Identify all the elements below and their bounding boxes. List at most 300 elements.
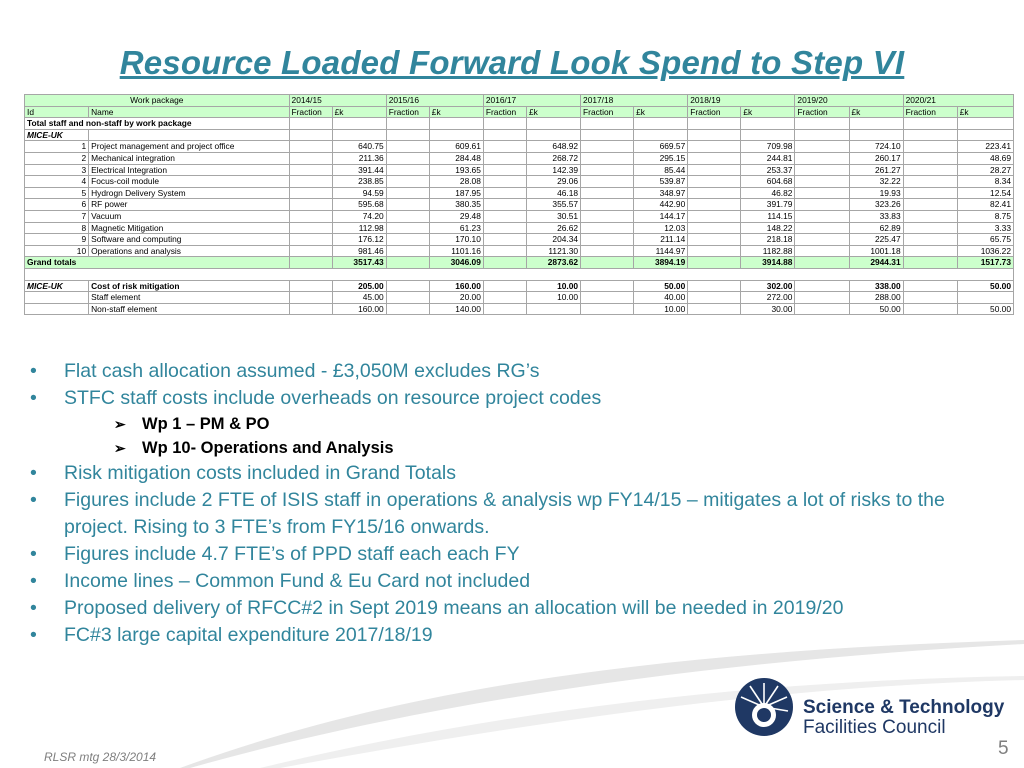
header-fraction: Fraction xyxy=(483,106,526,118)
fraction-cell xyxy=(386,245,429,257)
table-cell xyxy=(688,257,741,269)
bullet-item xyxy=(30,358,1010,385)
row-id: 2 xyxy=(25,152,89,164)
risk-value: 302.00 xyxy=(741,280,795,292)
header-row-years xyxy=(25,95,1014,107)
fraction-cell xyxy=(688,222,741,234)
table-cell xyxy=(25,292,89,304)
value-cell: 284.48 xyxy=(429,152,483,164)
fraction-cell xyxy=(386,222,429,234)
value-cell: 442.90 xyxy=(634,199,688,211)
bullet-text: Wp 10- Operations and Analysis xyxy=(142,439,394,457)
bullet-dot-icon: • xyxy=(30,489,37,511)
value-cell: 3.33 xyxy=(957,222,1013,234)
table-cell xyxy=(849,118,903,130)
row-name: Software and computing xyxy=(89,234,289,246)
table-row xyxy=(25,234,1014,246)
header-year: 2017/18 xyxy=(581,95,688,107)
table-cell xyxy=(289,257,332,269)
fraction-cell xyxy=(795,210,849,222)
fraction-cell xyxy=(903,199,957,211)
fraction-cell xyxy=(386,141,429,153)
header-k: £k xyxy=(526,106,580,118)
table-cell xyxy=(688,303,741,315)
value-cell: 28.08 xyxy=(429,176,483,188)
header-k: £k xyxy=(741,106,795,118)
fraction-cell xyxy=(903,187,957,199)
value-cell: 268.72 xyxy=(526,152,580,164)
grand-value: 3517.43 xyxy=(332,257,386,269)
fraction-cell xyxy=(483,187,526,199)
table-cell xyxy=(741,118,795,130)
value-cell: 391.44 xyxy=(332,164,386,176)
grand-value: 3894.19 xyxy=(634,257,688,269)
fraction-cell xyxy=(289,141,332,153)
value-cell: 1144.97 xyxy=(634,245,688,257)
row-id: 1 xyxy=(25,141,89,153)
header-workpackage: Work package xyxy=(25,95,290,107)
bullet-dot-icon: • xyxy=(30,624,37,646)
section-row xyxy=(25,129,1014,141)
value-cell: 1101.16 xyxy=(429,245,483,257)
value-cell: 82.41 xyxy=(957,199,1013,211)
header-year: 2014/15 xyxy=(289,95,386,107)
value-cell: 62.89 xyxy=(849,222,903,234)
staff-value: 10.00 xyxy=(526,292,580,304)
value-cell: 48.69 xyxy=(957,152,1013,164)
fraction-cell xyxy=(386,199,429,211)
table-cell xyxy=(429,129,483,141)
row-name: RF power xyxy=(89,199,289,211)
value-cell: 709.98 xyxy=(741,141,795,153)
arrow-bullet-icon: ➢ xyxy=(114,416,126,432)
value-cell: 244.81 xyxy=(741,152,795,164)
stfc-logo-icon xyxy=(734,677,794,737)
value-cell: 112.98 xyxy=(332,222,386,234)
page-number: 5 xyxy=(998,738,1009,759)
table-cell xyxy=(386,118,429,130)
fraction-cell xyxy=(795,245,849,257)
table-cell xyxy=(25,303,89,315)
fraction-cell xyxy=(483,141,526,153)
table-cell xyxy=(429,118,483,130)
bullet-text: Risk mitigation costs included in Grand Totals xyxy=(64,462,456,484)
value-cell: 204.34 xyxy=(526,234,580,246)
table-cell xyxy=(581,129,634,141)
fraction-cell xyxy=(688,245,741,257)
value-cell: 225.47 xyxy=(849,234,903,246)
bullet-text: Income lines – Common Fund & Eu Card not included xyxy=(64,570,531,592)
spacer-row xyxy=(25,268,1014,280)
bullet-item xyxy=(30,385,1010,412)
fraction-cell xyxy=(688,187,741,199)
grand-value: 2873.62 xyxy=(526,257,580,269)
value-cell: 211.14 xyxy=(634,234,688,246)
staff-value: 40.00 xyxy=(634,292,688,304)
table-cell xyxy=(386,129,429,141)
table-cell xyxy=(795,292,849,304)
nonstaff-value xyxy=(526,303,580,315)
nonstaff-label: Non-staff element xyxy=(89,303,289,315)
grand-value: 1517.73 xyxy=(957,257,1013,269)
fraction-cell xyxy=(581,152,634,164)
bullet-text: Figures include 4.7 FTE’s of PPD staff each each FY xyxy=(64,543,520,565)
value-cell: 355.57 xyxy=(526,199,580,211)
table-cell xyxy=(581,257,634,269)
value-cell: 74.20 xyxy=(332,210,386,222)
risk-section: MICE-UK xyxy=(25,280,89,292)
value-cell: 1182.88 xyxy=(741,245,795,257)
fraction-cell xyxy=(903,245,957,257)
value-cell: 19.93 xyxy=(849,187,903,199)
value-cell: 238.85 xyxy=(332,176,386,188)
value-cell: 609.61 xyxy=(429,141,483,153)
table-cell xyxy=(795,118,849,130)
risk-value: 338.00 xyxy=(849,280,903,292)
bullet-item xyxy=(30,595,1010,622)
fraction-cell xyxy=(903,210,957,222)
row-id: 8 xyxy=(25,222,89,234)
nonstaff-value: 160.00 xyxy=(332,303,386,315)
nonstaff-value: 10.00 xyxy=(634,303,688,315)
value-cell: 12.03 xyxy=(634,222,688,234)
fraction-cell xyxy=(581,234,634,246)
table-cell xyxy=(795,129,849,141)
nonstaff-value: 50.00 xyxy=(957,303,1013,315)
fraction-cell xyxy=(483,176,526,188)
header-year: 2016/17 xyxy=(483,95,580,107)
header-year: 2015/16 xyxy=(386,95,483,107)
bullet-dot-icon: • xyxy=(30,360,37,382)
table-cell xyxy=(849,129,903,141)
value-cell: 640.75 xyxy=(332,141,386,153)
table-cell xyxy=(903,118,957,130)
staff-label: Staff element xyxy=(89,292,289,304)
fraction-cell xyxy=(483,164,526,176)
table-cell xyxy=(386,280,429,292)
table-row xyxy=(25,187,1014,199)
table-cell xyxy=(289,129,332,141)
table-cell xyxy=(581,292,634,304)
fraction-cell xyxy=(386,164,429,176)
table-cell xyxy=(741,129,795,141)
row-name: Magnetic Mitigation xyxy=(89,222,289,234)
table-cell xyxy=(581,118,634,130)
value-cell: 193.65 xyxy=(429,164,483,176)
value-cell: 65.75 xyxy=(957,234,1013,246)
fraction-cell xyxy=(289,199,332,211)
value-cell: 32.22 xyxy=(849,176,903,188)
header-fraction: Fraction xyxy=(289,106,332,118)
fraction-cell xyxy=(581,199,634,211)
table-cell xyxy=(688,280,741,292)
table-cell xyxy=(526,118,580,130)
fraction-cell xyxy=(795,152,849,164)
fraction-cell xyxy=(581,141,634,153)
table-cell xyxy=(526,129,580,141)
value-cell: 724.10 xyxy=(849,141,903,153)
header-k: £k xyxy=(634,106,688,118)
fraction-cell xyxy=(688,176,741,188)
value-cell: 260.17 xyxy=(849,152,903,164)
nonstaff-value: 140.00 xyxy=(429,303,483,315)
table-cell xyxy=(795,257,849,269)
header-fraction: Fraction xyxy=(386,106,429,118)
fraction-cell xyxy=(795,222,849,234)
grand-value: 3046.09 xyxy=(429,257,483,269)
footer-text: RLSR mtg 28/3/2014 xyxy=(44,750,157,764)
row-name: Mechanical integration xyxy=(89,152,289,164)
fraction-cell xyxy=(581,210,634,222)
value-cell: 46.18 xyxy=(526,187,580,199)
fraction-cell xyxy=(581,245,634,257)
fraction-cell xyxy=(289,187,332,199)
table-cell xyxy=(483,118,526,130)
nonstaff-row xyxy=(25,303,1014,315)
table-cell xyxy=(289,303,332,315)
fraction-cell xyxy=(903,234,957,246)
table-cell xyxy=(903,303,957,315)
value-cell: 8.34 xyxy=(957,176,1013,188)
value-cell: 170.10 xyxy=(429,234,483,246)
fraction-cell xyxy=(289,176,332,188)
value-cell: 85.44 xyxy=(634,164,688,176)
table-row xyxy=(25,164,1014,176)
header-fraction: Fraction xyxy=(688,106,741,118)
table-cell xyxy=(634,118,688,130)
fraction-cell xyxy=(289,152,332,164)
table-row xyxy=(25,210,1014,222)
sub-bullet-item xyxy=(30,436,1010,460)
table-cell xyxy=(688,129,741,141)
value-cell: 8.75 xyxy=(957,210,1013,222)
table-cell xyxy=(483,280,526,292)
grand-value: 2944.31 xyxy=(849,257,903,269)
header-fraction: Fraction xyxy=(795,106,849,118)
table-cell xyxy=(483,292,526,304)
row-id: 5 xyxy=(25,187,89,199)
header-fraction: Fraction xyxy=(581,106,634,118)
staff-row xyxy=(25,292,1014,304)
table-cell xyxy=(957,129,1013,141)
table-cell xyxy=(386,303,429,315)
fraction-cell xyxy=(483,234,526,246)
arrow-bullet-icon: ➢ xyxy=(114,440,126,456)
value-cell: 29.06 xyxy=(526,176,580,188)
fraction-cell xyxy=(289,245,332,257)
value-cell: 648.92 xyxy=(526,141,580,153)
table-cell xyxy=(903,129,957,141)
fraction-cell xyxy=(386,187,429,199)
fraction-cell xyxy=(581,164,634,176)
table-row xyxy=(25,176,1014,188)
value-cell: 391.79 xyxy=(741,199,795,211)
value-cell: 295.15 xyxy=(634,152,688,164)
table-cell xyxy=(483,129,526,141)
bullet-item xyxy=(30,622,1010,649)
value-cell: 211.36 xyxy=(332,152,386,164)
staff-value: 45.00 xyxy=(332,292,386,304)
sub-bullet-item xyxy=(30,412,1010,436)
value-cell: 12.54 xyxy=(957,187,1013,199)
risk-value: 205.00 xyxy=(332,280,386,292)
value-cell: 114.15 xyxy=(741,210,795,222)
table-cell xyxy=(903,292,957,304)
fraction-cell xyxy=(289,234,332,246)
table-row xyxy=(25,141,1014,153)
risk-value: 10.00 xyxy=(526,280,580,292)
row-name: Project management and project office xyxy=(89,141,289,153)
risk-row xyxy=(25,280,1014,292)
fraction-cell xyxy=(483,199,526,211)
value-cell: 148.22 xyxy=(741,222,795,234)
fraction-cell xyxy=(795,141,849,153)
grand-totals-row xyxy=(25,257,1014,269)
bullet-text: Proposed delivery of RFCC#2 in Sept 2019 means an allocation will be needed in 2019/20 xyxy=(64,597,844,619)
staff-value: 20.00 xyxy=(429,292,483,304)
value-cell: 253.37 xyxy=(741,164,795,176)
table-cell xyxy=(289,292,332,304)
value-cell: 223.41 xyxy=(957,141,1013,153)
bullet-dot-icon: • xyxy=(30,597,37,619)
risk-value: 50.00 xyxy=(634,280,688,292)
fraction-cell xyxy=(795,187,849,199)
bullet-item xyxy=(30,487,1010,541)
fraction-cell xyxy=(289,210,332,222)
table-cell xyxy=(483,303,526,315)
value-cell: 142.39 xyxy=(526,164,580,176)
value-cell: 144.17 xyxy=(634,210,688,222)
row-id: 10 xyxy=(25,245,89,257)
fraction-cell xyxy=(795,234,849,246)
fraction-cell xyxy=(903,164,957,176)
table-cell xyxy=(332,129,386,141)
header-name: Name xyxy=(89,106,289,118)
bullet-dot-icon: • xyxy=(30,387,37,409)
fraction-cell xyxy=(289,222,332,234)
row-id: 6 xyxy=(25,199,89,211)
header-fraction: Fraction xyxy=(903,106,957,118)
header-k: £k xyxy=(332,106,386,118)
value-cell: 380.35 xyxy=(429,199,483,211)
staff-value: 272.00 xyxy=(741,292,795,304)
bullet-text: FC#3 large capital expenditure 2017/18/19 xyxy=(64,624,433,646)
table-cell xyxy=(483,257,526,269)
table-cell xyxy=(89,129,289,141)
fraction-cell xyxy=(289,164,332,176)
header-k: £k xyxy=(957,106,1013,118)
fraction-cell xyxy=(795,199,849,211)
table-cell xyxy=(903,257,957,269)
fraction-cell xyxy=(483,152,526,164)
staff-value xyxy=(957,292,1013,304)
table-row xyxy=(25,199,1014,211)
org-name-line1: Science & Technology xyxy=(803,697,1005,718)
fraction-cell xyxy=(903,141,957,153)
table-cell xyxy=(903,280,957,292)
risk-value: 50.00 xyxy=(957,280,1013,292)
table-cell xyxy=(581,303,634,315)
nonstaff-value: 30.00 xyxy=(741,303,795,315)
fraction-cell xyxy=(903,152,957,164)
value-cell: 595.68 xyxy=(332,199,386,211)
grand-value: 3914.88 xyxy=(741,257,795,269)
value-cell: 30.51 xyxy=(526,210,580,222)
grand-label: Grand totals xyxy=(25,257,290,269)
row-id: 9 xyxy=(25,234,89,246)
row-name: Focus-coil module xyxy=(89,176,289,188)
value-cell: 539.87 xyxy=(634,176,688,188)
fraction-cell xyxy=(386,176,429,188)
section-mice: MICE-UK xyxy=(25,129,89,141)
table-cell xyxy=(386,292,429,304)
value-cell: 187.95 xyxy=(429,187,483,199)
value-cell: 218.18 xyxy=(741,234,795,246)
value-cell: 29.48 xyxy=(429,210,483,222)
table-cell xyxy=(332,118,386,130)
fraction-cell xyxy=(688,152,741,164)
header-k: £k xyxy=(849,106,903,118)
risk-label: Cost of risk mitigation xyxy=(89,280,289,292)
header-id: Id xyxy=(25,106,89,118)
row-id: 7 xyxy=(25,210,89,222)
table-cell xyxy=(795,280,849,292)
table-body xyxy=(25,95,1014,315)
section-label: Total staff and non-staff by work package xyxy=(25,118,290,130)
fraction-cell xyxy=(386,152,429,164)
value-cell: 46.82 xyxy=(741,187,795,199)
fraction-cell xyxy=(688,141,741,153)
staff-value: 288.00 xyxy=(849,292,903,304)
row-name: Electrical Integration xyxy=(89,164,289,176)
value-cell: 348.97 xyxy=(634,187,688,199)
fraction-cell xyxy=(688,234,741,246)
table-cell xyxy=(386,257,429,269)
header-year: 2020/21 xyxy=(903,95,1013,107)
fraction-cell xyxy=(903,222,957,234)
fraction-cell xyxy=(903,176,957,188)
fraction-cell xyxy=(795,176,849,188)
bullet-item xyxy=(30,541,1010,568)
value-cell: 26.62 xyxy=(526,222,580,234)
bullet-list xyxy=(30,358,1010,649)
fraction-cell xyxy=(581,222,634,234)
table-cell xyxy=(289,280,332,292)
fraction-cell xyxy=(483,245,526,257)
value-cell: 669.57 xyxy=(634,141,688,153)
value-cell: 981.46 xyxy=(332,245,386,257)
table-row xyxy=(25,222,1014,234)
fraction-cell xyxy=(688,210,741,222)
header-k: £k xyxy=(429,106,483,118)
fraction-cell xyxy=(795,164,849,176)
fraction-cell xyxy=(483,210,526,222)
risk-value: 160.00 xyxy=(429,280,483,292)
bullet-dot-icon: • xyxy=(30,543,37,565)
header-year: 2019/20 xyxy=(795,95,903,107)
value-cell: 261.27 xyxy=(849,164,903,176)
fraction-cell xyxy=(483,222,526,234)
fraction-cell xyxy=(386,234,429,246)
value-cell: 1001.18 xyxy=(849,245,903,257)
row-id: 4 xyxy=(25,176,89,188)
org-name-line2: Facilities Council xyxy=(803,717,946,738)
value-cell: 33.83 xyxy=(849,210,903,222)
slide-title: Resource Loaded Forward Look Spend to Step VI xyxy=(119,44,905,81)
header-year: 2018/19 xyxy=(688,95,795,107)
value-cell: 28.27 xyxy=(957,164,1013,176)
row-name: Operations and analysis xyxy=(89,245,289,257)
